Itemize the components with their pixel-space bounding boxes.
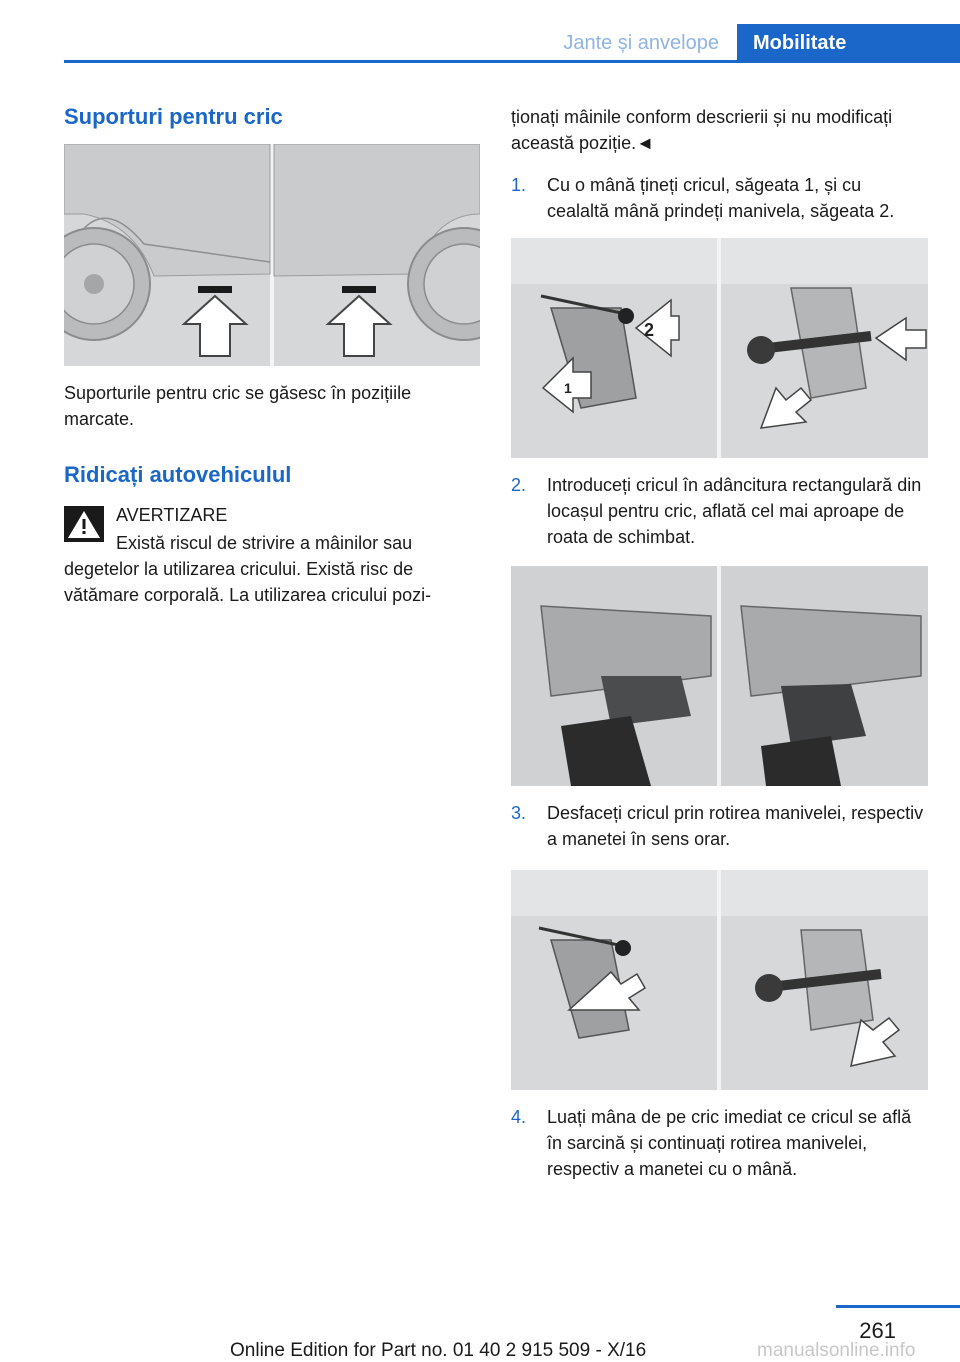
- warning-title: AVERTIZARE: [116, 505, 228, 525]
- jack-supports-text: Suporturile pentru cric se găsesc în pozițiile marcate.: [64, 383, 412, 429]
- warning-triangle-icon: [64, 506, 104, 542]
- step-text: Cu o mână țineți cricul, săgeata 1, și cu cealaltă mână prindeți manivela, săgeata 2.: [547, 175, 895, 221]
- step-number: 2.: [511, 475, 527, 495]
- step-4: [511, 1104, 928, 1182]
- step-text: Luați mâna de pe cric imediat ce cricul se află în sarcină și continuați rotirea manivelei, respectiv a manetei cu o mână.: [547, 1107, 912, 1179]
- step-number: 4.: [511, 1107, 527, 1127]
- jack-insert-illustration: [511, 566, 928, 786]
- page-header: [0, 0, 960, 62]
- jack-hold-illustration: [511, 238, 928, 458]
- header-rule: [64, 60, 960, 63]
- step-3: [511, 800, 928, 852]
- arrow-label-2: 2: [644, 320, 655, 340]
- step-1: [511, 172, 928, 224]
- left-column: [64, 96, 480, 608]
- chapter-tab-label: Mobilitate: [753, 32, 847, 54]
- watermark: manualsonline.info: [757, 1340, 916, 1361]
- step-text: Desfaceți cricul prin rotirea manivelei, respectiv a manetei în sens orar.: [547, 803, 924, 849]
- heading-raise-vehicle: Ridicați autovehiculul: [64, 462, 292, 487]
- page-number: 261: [859, 1318, 896, 1343]
- jack-supports-illustration: [64, 144, 480, 366]
- warning-text: Există riscul de strivire a mâinilor sau degetelor la utilizarea cricului. Există risc de vătămare corporală. La utilizarea cricului pozi-: [64, 533, 432, 605]
- step-text: Introduceți cricul în adâncitura rectangulară din locașul pentru cric, aflată cel mai aproape de roata de schimbat.: [547, 475, 922, 547]
- step-2: [511, 472, 928, 550]
- edition-text: Online Edition for Part no. 01 40 2 915 509 - X/16: [230, 1340, 647, 1361]
- arrow-label-1: 1: [564, 380, 572, 396]
- warning-continuation: ționați mâinile conform descrierii și nu modificați această poziție.◄: [511, 107, 893, 153]
- chapter-tab[interactable]: [737, 24, 960, 62]
- jack-unfold-illustration: [511, 870, 928, 1090]
- step-number: 3.: [511, 803, 527, 823]
- warning-block: [64, 500, 480, 608]
- heading-jack-supports: Suporturi pentru cric: [64, 104, 283, 129]
- step-number: 1.: [511, 175, 527, 195]
- footer-rule: [836, 1305, 960, 1308]
- right-column: [511, 96, 928, 1182]
- section-tab[interactable]: [528, 24, 735, 62]
- section-tab-label: Jante și anvelope: [563, 32, 719, 54]
